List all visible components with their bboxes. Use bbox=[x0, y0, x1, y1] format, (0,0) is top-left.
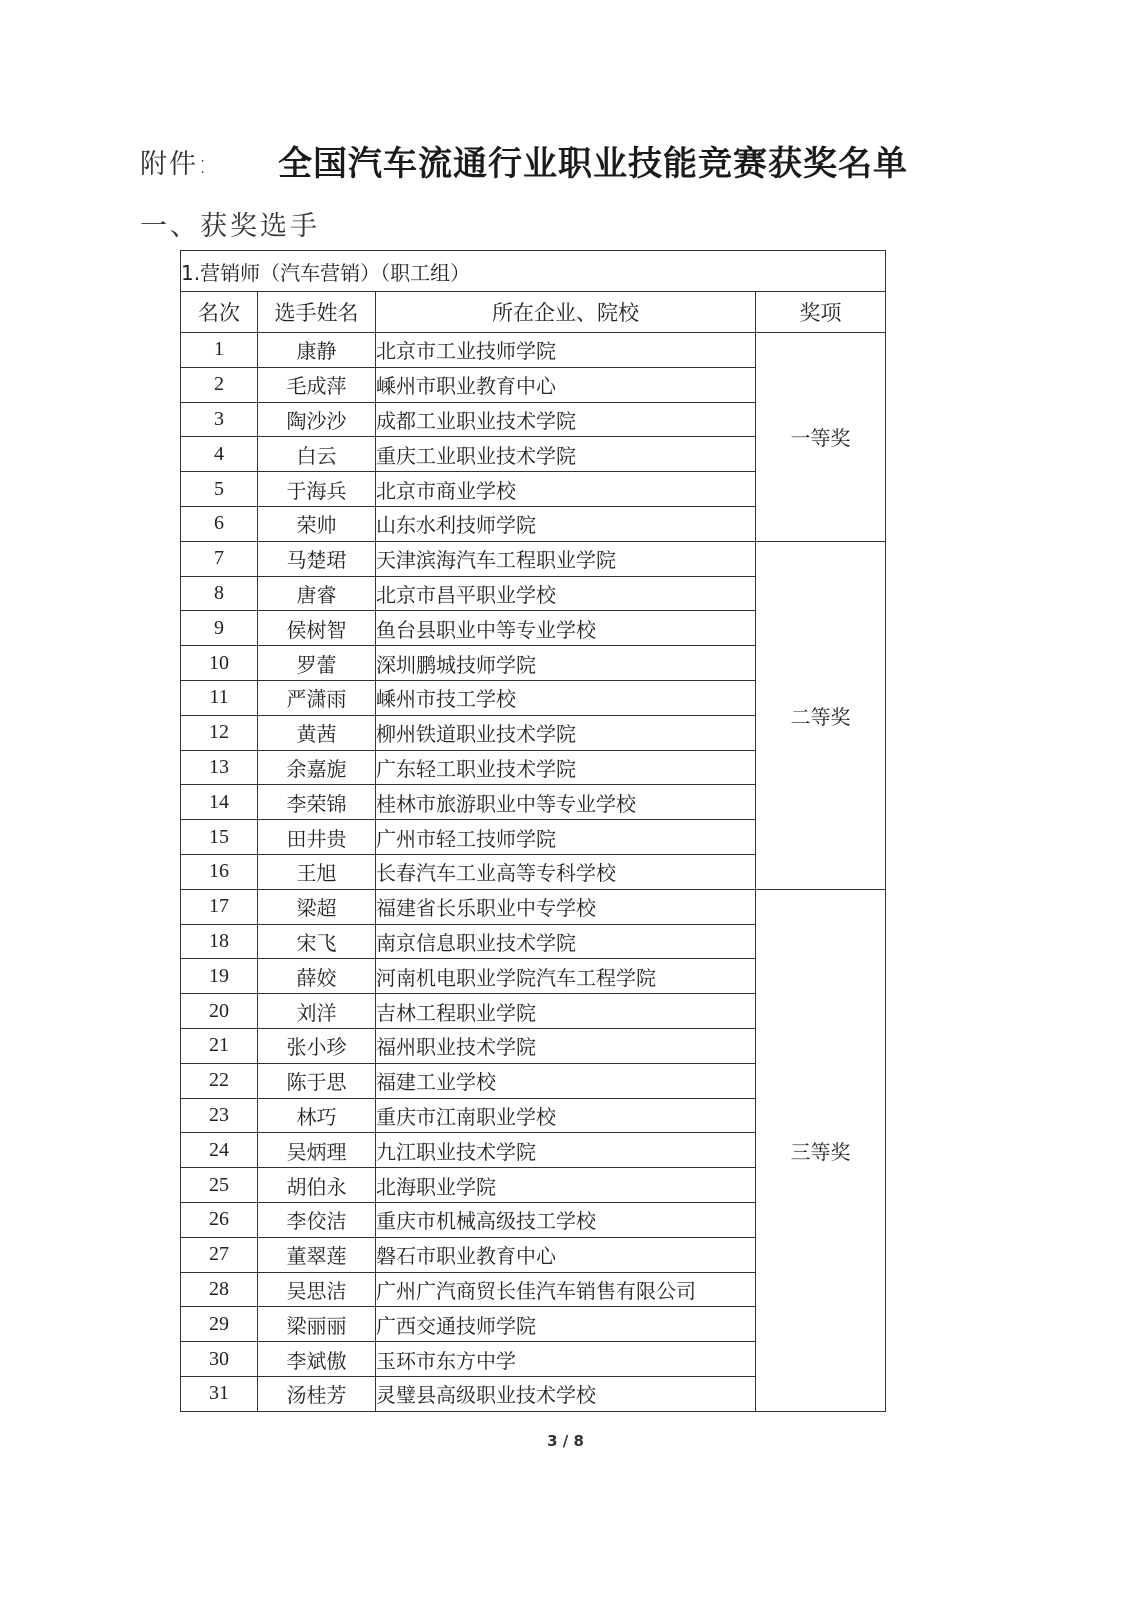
name-cell: 林巧 bbox=[258, 1098, 376, 1133]
rank-cell: 15 bbox=[181, 820, 258, 855]
organization-cell: 北海职业学院 bbox=[376, 1168, 756, 1203]
organization-cell: 鱼台县职业中等专业学校 bbox=[376, 611, 756, 646]
organization-cell: 嵊州市技工学校 bbox=[376, 680, 756, 715]
organization-cell: 磐石市职业教育中心 bbox=[376, 1237, 756, 1272]
rank-cell: 4 bbox=[181, 437, 258, 472]
rank-cell: 29 bbox=[181, 1307, 258, 1342]
rank-cell: 23 bbox=[181, 1098, 258, 1133]
organization-cell: 福建工业学校 bbox=[376, 1063, 756, 1098]
table-body bbox=[181, 333, 886, 1412]
name-cell: 余嘉旎 bbox=[258, 750, 376, 785]
organization-cell: 嵊州市职业教育中心 bbox=[376, 367, 756, 402]
name-cell: 吴炳理 bbox=[258, 1133, 376, 1168]
name-cell: 董翠莲 bbox=[258, 1237, 376, 1272]
organization-cell: 山东水利技师学院 bbox=[376, 506, 756, 541]
name-cell: 刘洋 bbox=[258, 994, 376, 1029]
name-cell: 唐睿 bbox=[258, 576, 376, 611]
rank-cell: 9 bbox=[181, 611, 258, 646]
award-level-cell: 一等奖 bbox=[756, 333, 886, 542]
organization-cell: 北京市工业技师学院 bbox=[376, 333, 756, 368]
name-cell: 马楚珺 bbox=[258, 541, 376, 576]
rank-cell: 19 bbox=[181, 959, 258, 994]
rank-cell: 3 bbox=[181, 402, 258, 437]
organization-cell: 天津滨海汽车工程职业学院 bbox=[376, 541, 756, 576]
organization-cell: 广州市轻工技师学院 bbox=[376, 820, 756, 855]
name-cell: 薛姣 bbox=[258, 959, 376, 994]
name-cell: 王旭 bbox=[258, 854, 376, 889]
section-heading: 一、获奖选手 bbox=[140, 211, 320, 242]
name-cell: 胡伯永 bbox=[258, 1168, 376, 1203]
organization-cell: 广西交通技师学院 bbox=[376, 1307, 756, 1342]
rank-cell: 27 bbox=[181, 1237, 258, 1272]
organization-cell: 吉林工程职业学院 bbox=[376, 994, 756, 1029]
name-cell: 毛成萍 bbox=[258, 367, 376, 402]
organization-cell: 柳州铁道职业技术学院 bbox=[376, 715, 756, 750]
organization-cell: 重庆工业职业技术学院 bbox=[376, 437, 756, 472]
column-header-organization: 所在企业、院校 bbox=[376, 292, 756, 333]
organization-cell: 玉环市东方中学 bbox=[376, 1342, 756, 1377]
column-header-rank: 名次 bbox=[181, 292, 258, 333]
organization-cell: 福建省长乐职业中专学校 bbox=[376, 889, 756, 924]
rank-cell: 14 bbox=[181, 785, 258, 820]
document-title: 全国汽车流通行业职业技能竞赛获奖名单 bbox=[278, 144, 908, 184]
organization-cell: 深圳鹏城技师学院 bbox=[376, 646, 756, 681]
organization-cell: 灵璧县高级职业技术学校 bbox=[376, 1376, 756, 1411]
rank-cell: 20 bbox=[181, 994, 258, 1029]
rank-cell: 16 bbox=[181, 854, 258, 889]
rank-cell: 11 bbox=[181, 680, 258, 715]
name-cell: 梁丽丽 bbox=[258, 1307, 376, 1342]
rank-cell: 21 bbox=[181, 1028, 258, 1063]
name-cell: 李荣锦 bbox=[258, 785, 376, 820]
name-cell: 陶沙沙 bbox=[258, 402, 376, 437]
name-cell: 吴思洁 bbox=[258, 1272, 376, 1307]
award-level-cell: 三等奖 bbox=[756, 889, 886, 1411]
rank-cell: 25 bbox=[181, 1168, 258, 1203]
organization-cell: 桂林市旅游职业中等专业学校 bbox=[376, 785, 756, 820]
rank-cell: 2 bbox=[181, 367, 258, 402]
name-cell: 康静 bbox=[258, 333, 376, 368]
name-cell: 严潇雨 bbox=[258, 680, 376, 715]
organization-cell: 长春汽车工业高等专科学校 bbox=[376, 854, 756, 889]
name-cell: 宋飞 bbox=[258, 924, 376, 959]
name-cell: 罗蕾 bbox=[258, 646, 376, 681]
rank-cell: 18 bbox=[181, 924, 258, 959]
rank-cell: 10 bbox=[181, 646, 258, 681]
award-level-cell: 二等奖 bbox=[756, 541, 886, 889]
name-cell: 汤桂芳 bbox=[258, 1376, 376, 1411]
rank-cell: 31 bbox=[181, 1376, 258, 1411]
rank-cell: 13 bbox=[181, 750, 258, 785]
organization-cell: 南京信息职业技术学院 bbox=[376, 924, 756, 959]
rank-cell: 5 bbox=[181, 472, 258, 507]
rank-cell: 28 bbox=[181, 1272, 258, 1307]
rank-cell: 6 bbox=[181, 506, 258, 541]
table-header-row bbox=[181, 292, 886, 333]
attachment-label: 附件: bbox=[140, 149, 210, 180]
organization-cell: 北京市商业学校 bbox=[376, 472, 756, 507]
organization-cell: 重庆市机械高级技工学校 bbox=[376, 1202, 756, 1237]
name-cell: 李斌傲 bbox=[258, 1342, 376, 1377]
rank-cell: 17 bbox=[181, 889, 258, 924]
organization-cell: 九江职业技术学院 bbox=[376, 1133, 756, 1168]
name-cell: 李佼洁 bbox=[258, 1202, 376, 1237]
organization-cell: 北京市昌平职业学校 bbox=[376, 576, 756, 611]
name-cell: 陈于思 bbox=[258, 1063, 376, 1098]
name-cell: 侯树智 bbox=[258, 611, 376, 646]
column-header-name: 选手姓名 bbox=[258, 292, 376, 333]
rank-cell: 22 bbox=[181, 1063, 258, 1098]
organization-cell: 广州广汽商贸长佳汽车销售有限公司 bbox=[376, 1272, 756, 1307]
name-cell: 田井贵 bbox=[258, 820, 376, 855]
rank-cell: 8 bbox=[181, 576, 258, 611]
rank-cell: 24 bbox=[181, 1133, 258, 1168]
table-row bbox=[181, 889, 886, 924]
name-cell: 于海兵 bbox=[258, 472, 376, 507]
name-cell: 梁超 bbox=[258, 889, 376, 924]
name-cell: 白云 bbox=[258, 437, 376, 472]
table-row bbox=[181, 333, 886, 368]
rank-cell: 30 bbox=[181, 1342, 258, 1377]
organization-cell: 成都工业职业技术学院 bbox=[376, 402, 756, 437]
organization-cell: 广东轻工职业技术学院 bbox=[376, 750, 756, 785]
table-row bbox=[181, 541, 886, 576]
name-cell: 张小珍 bbox=[258, 1028, 376, 1063]
organization-cell: 河南机电职业学院汽车工程学院 bbox=[376, 959, 756, 994]
name-cell: 黄茜 bbox=[258, 715, 376, 750]
rank-cell: 7 bbox=[181, 541, 258, 576]
award-table bbox=[180, 250, 886, 1412]
column-header-award: 奖项 bbox=[756, 292, 886, 333]
table-group-row bbox=[181, 251, 886, 292]
page-number: 3 / 8 bbox=[547, 1432, 584, 1450]
organization-cell: 福州职业技术学院 bbox=[376, 1028, 756, 1063]
group-title: 1.营销师（汽车营销）（职工组） bbox=[181, 251, 886, 292]
rank-cell: 1 bbox=[181, 333, 258, 368]
organization-cell: 重庆市江南职业学校 bbox=[376, 1098, 756, 1133]
rank-cell: 12 bbox=[181, 715, 258, 750]
rank-cell: 26 bbox=[181, 1202, 258, 1237]
name-cell: 荣帅 bbox=[258, 506, 376, 541]
